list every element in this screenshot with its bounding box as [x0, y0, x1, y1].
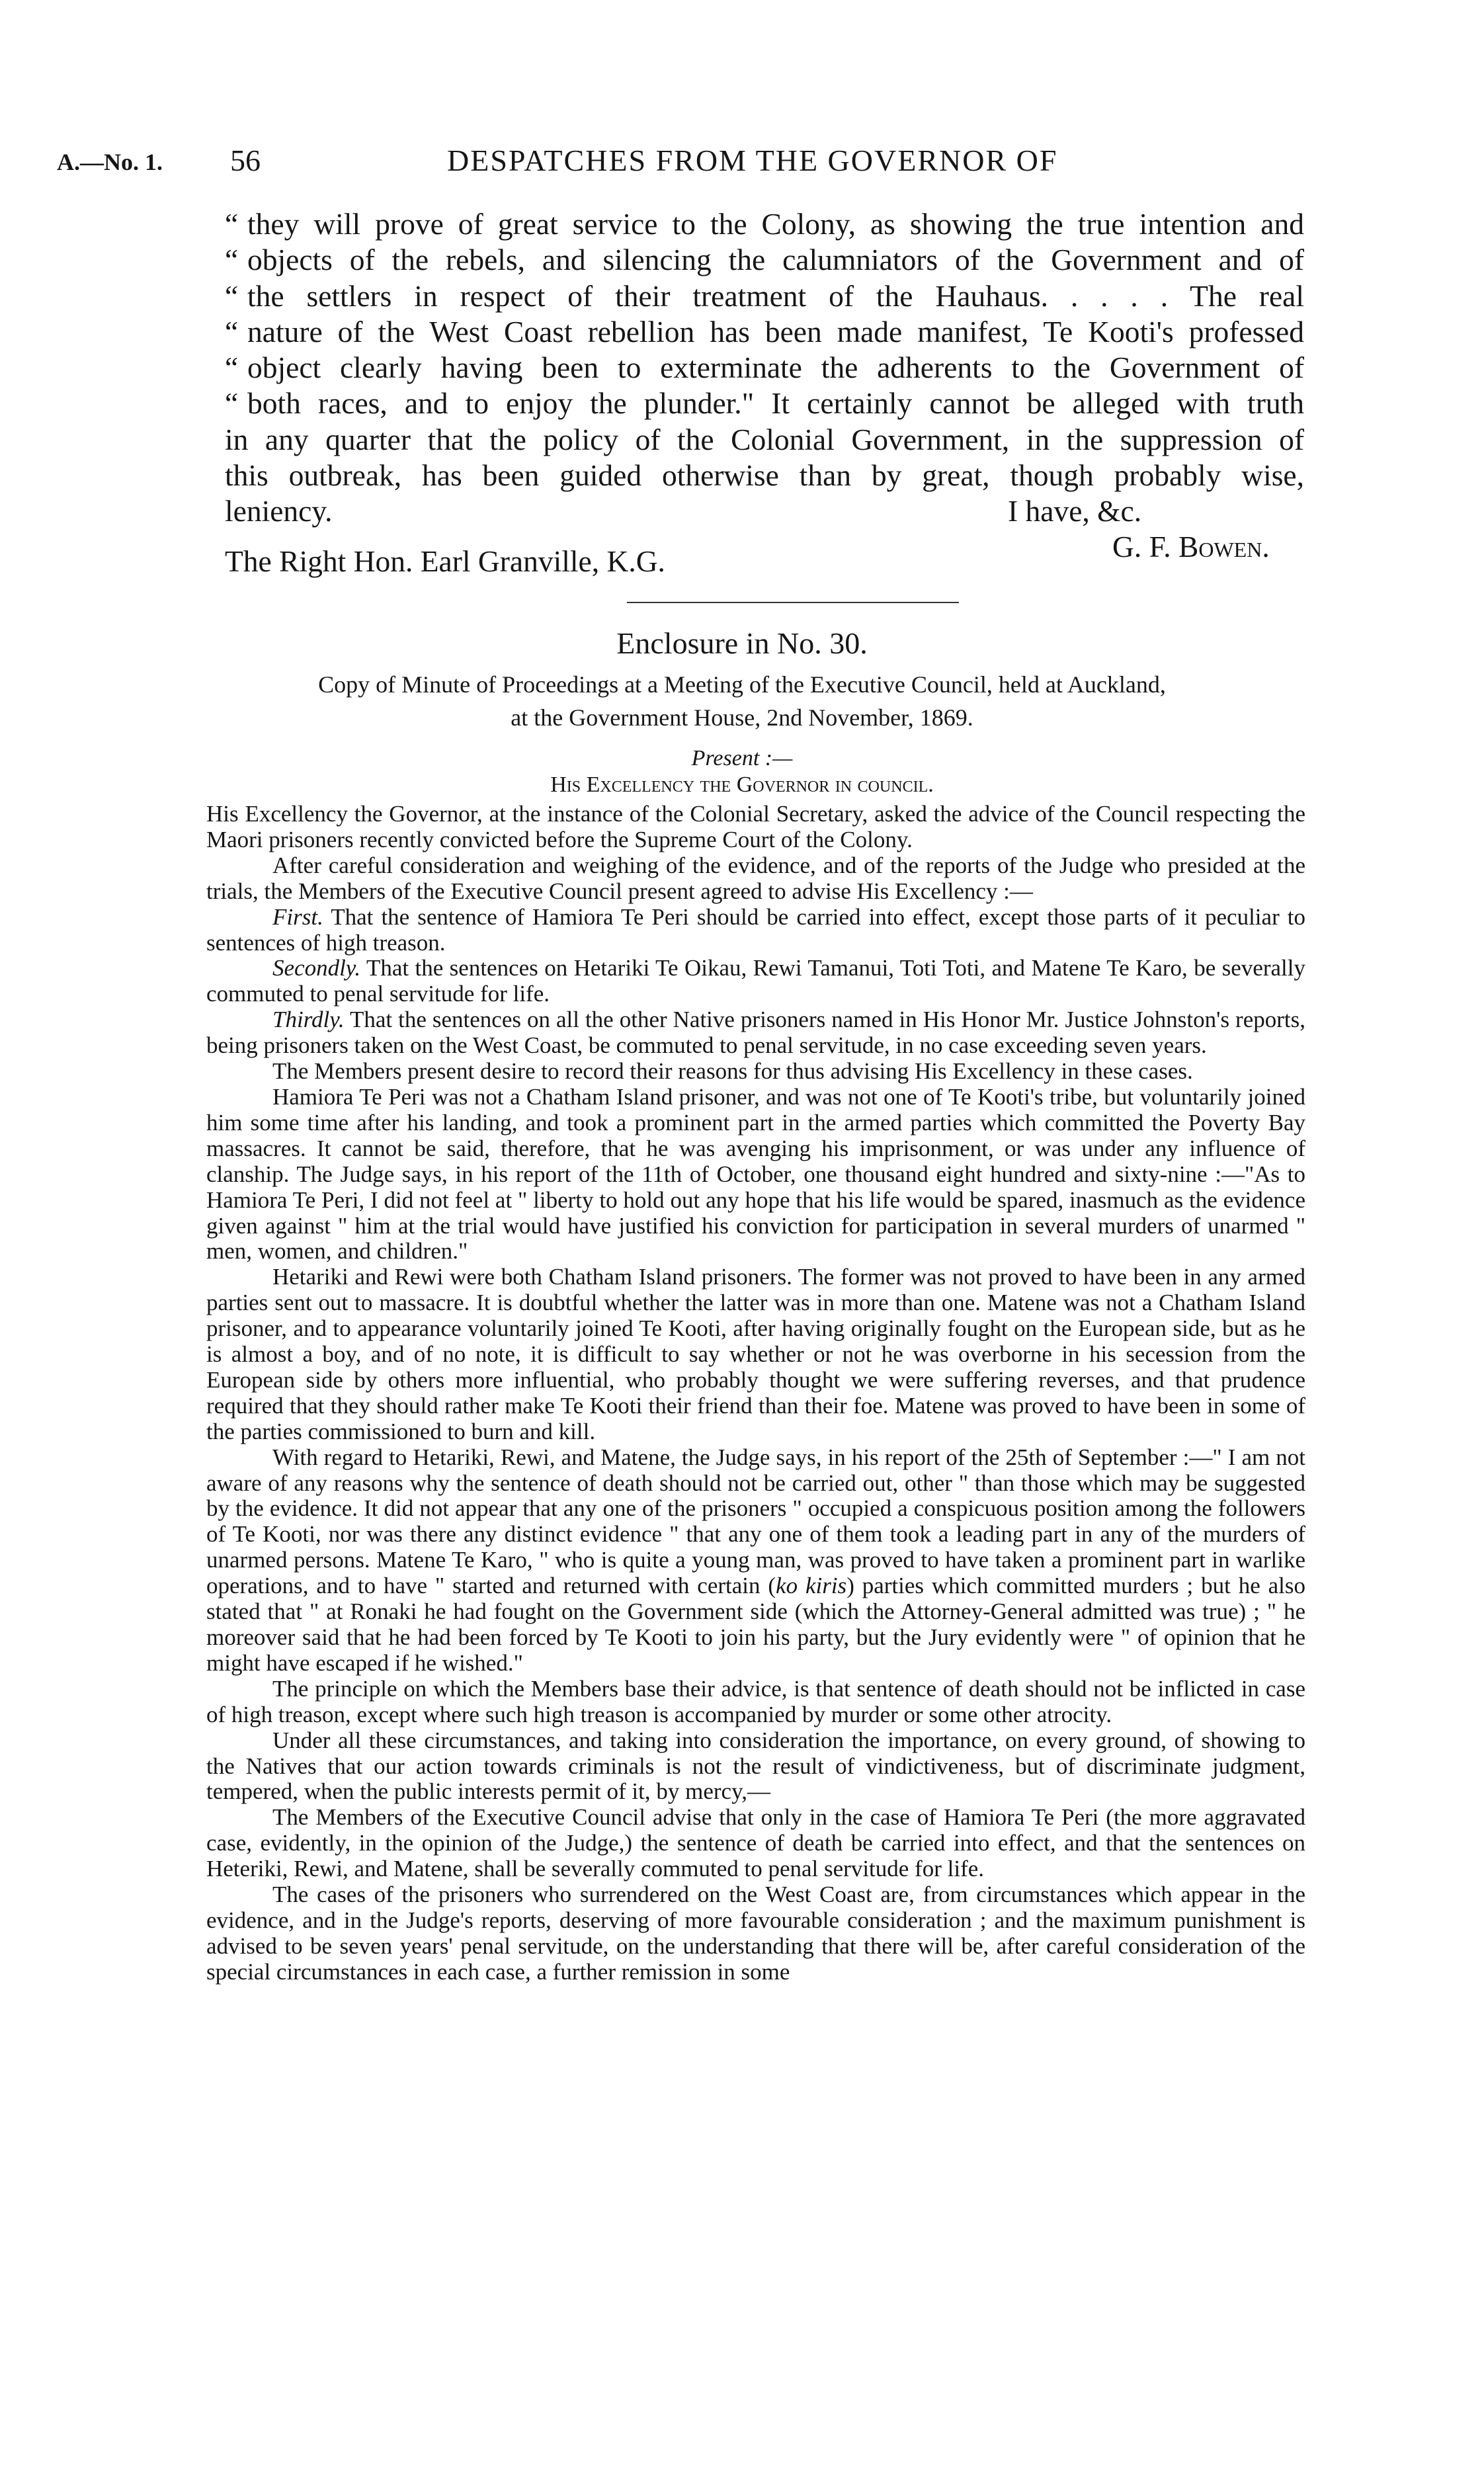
council-attendance: His Excellency the Governor in council. — [550, 772, 934, 797]
section-divider — [627, 602, 959, 603]
paragraph: With regard to Hetariki, Rewi, and Matene, the Judge says, in his report of the 25th of September :—" I am not aware of any reasons why the sentence of death should not be carried out, other " than those which may be suggested by the evidence. It did not appear that any one of the prisoners " occupied a conspicuous position among the followers of Te Kooti, nor was there any distinct evidence " that any one of them took a leading part in any of the murders of unarmed persons. Matene Te Karo, " who is quite a young man, was proved to have taken a prominent part in warlike operations, and to have " started and returned with certain (ko kiris) parties which committed murders ; but he also stated that " at Ronaki he had fought on the Government side (which the Attorney-General admitted was true) ; " he moreover said that he had been forced by Te Kooti to join his party, but the Jury evidently were " of opinion that he might have escaped if he wished." — [206, 1444, 1305, 1676]
sign-off-row — [225, 493, 1304, 529]
running-title: DESPATCHES FROM THE GOVERNOR OF — [447, 144, 1058, 177]
paragraph: Hetariki and Rewi were both Chatham Island prisoners. The former was not proved to have been in any armed parties sent out to massacre. It is doubtful whether the latter was in more than one. Matene was not a Chatham Island prisoner, and to appearance voluntarily joined Te Kooti, after having originally fought on the European side, but as he is almost a boy, and of no note, it is difficult to say whether or not he was overborne in his secession from the European side by others more influential, who probably thought we were suffering reverses, and that prudence required that they should rather make Te Kooti their friend than their foe. Matene was proved to have been in some of the parties commissioned to burn and kill. — [206, 1264, 1305, 1444]
closing-line: this outbreak, has been guided otherwise than by great, though probably wise, — [225, 458, 1304, 493]
paragraph: The Members present desire to record their reasons for thus advising His Excellency in these cases. — [272, 1058, 1193, 1085]
enclosure-title: Enclosure in No. 30. — [616, 626, 868, 660]
signature: G. F. Bowen. — [1112, 530, 1270, 564]
minute-body — [206, 802, 1305, 1985]
despatch-closing — [225, 206, 1304, 565]
quoted-line: “ they will prove of great service to the Colony, as showing the true intention and — [225, 207, 1304, 241]
page-number: 56 — [230, 144, 261, 177]
addressee: The Right Hon. Earl Granville, K.G. — [225, 544, 665, 578]
paragraph: Secondly. That the sentences on Hetariki Te Oikau, Rewi Tamanui, Toti Toti, and Matene Te Karo, be severally commuted to penal servitude for life. — [206, 955, 1305, 1007]
quoted-line: “ objects of the rebels, and silencing the calumniators of the Government and of — [225, 243, 1304, 277]
quoted-line: “ the settlers in respect of their treatment of the Hauhaus. . . . . The real — [225, 278, 1304, 313]
enclosure-subtitle-line: Copy of Minute of Proceedings at a Meeting of the Executive Council, held at Auckland, — [318, 671, 1166, 698]
paragraph: The cases of the prisoners who surrendered on the West Coast are, from circumstances which appear in the evidence, and in the Judge's reports, deserving of more favourable consideration ; and the maximum punishment is advised to be seven years' penal servitude, on the understanding that there will be, after careful consideration of the special circumstances in each case, a further remission in some — [206, 1882, 1305, 1985]
sign-off: I have, &c. — [1008, 494, 1142, 528]
paragraph: The principle on which the Members base their advice, is that sentence of death should not be inflicted in case of high treason, except where such high treason is accompanied by murder or some other atrocity. — [206, 1675, 1305, 1727]
paragraph: Under all these circumstances, and taking into consideration the importance, on every ground, of showing to the Natives that our action towards criminals is not the result of vindictiveness, but of discriminate judgment, tempered, when the public interests permit of it, by mercy,— — [206, 1727, 1305, 1805]
paragraph: His Excellency the Governor, at the instance of the Colonial Secretary, asked the advice of the Council respecting the Maori prisoners recently convicted before the Supreme Court of the Colony. — [206, 801, 1305, 852]
paragraph-label: Thirdly. — [272, 1007, 345, 1033]
enclosure-subtitle-line: at the Government House, 2nd November, 1869. — [511, 704, 973, 731]
italic-term: ko kiris — [776, 1573, 847, 1599]
quoted-line: “ both races, and to enjoy the plunder." It certainly cannot be alleged with truth — [225, 386, 1304, 421]
page-reference: A.—No. 1. — [57, 149, 163, 175]
paragraph: Thirdly. That the sentences on all the other Native prisoners named in His Honor Mr. Justice Johnston's reports, being prisoners taken on the West Coast, be commuted to penal servitude, in no case exceeding seven years. — [206, 1007, 1305, 1059]
closing-last-line: leniency. — [225, 494, 333, 528]
quoted-line: “ nature of the West Coast rebellion has been made manifest, Te Kooti's professed — [225, 314, 1304, 349]
paragraph: First. That the sentence of Hamiora Te Peri should be carried into effect, except those parts of it peculiar to sentences of high treason. — [206, 903, 1306, 956]
paragraph: The Members of the Executive Council advise that only in the case of Hamiora Te Peri (the more aggravated case, evidently, in the opinion of the Judge,) the sentence of death be carried into effect, and that the sentences on Heteriki, Rewi, and Matene, shall be severally commuted to penal servitude for life. — [206, 1804, 1305, 1882]
paragraph: After careful consideration and weighing of the evidence, and of the reports of the Judge who presided at the trials, the Members of the Executive Council present agreed to advise His Excellency :— — [206, 852, 1305, 904]
paragraph-label: First. — [272, 903, 323, 930]
paragraph: Hamiora Te Peri was not a Chatham Island prisoner, and was not one of Te Kooti's tribe, but voluntarily joined him some time after his landing, and took a prominent part in the armed parties which committed the Poverty Bay massacres. It cannot be said, therefore, that he was avenging his imprisonment, or was under any influence of clanship. The Judge says, in his report of the 11th of October, one thousand eight hundred and sixty-nine :—"As to Hamiora Te Peri, I did not feel at " liberty to hold out any hope that his life would be spared, inasmuch as the evidence given against " him at the trial would have justified his conviction for participation in several murders of unarmed " men, women, and children." — [206, 1083, 1305, 1264]
quoted-line: “ object clearly having been to exterminate the adherents to the Government of — [225, 351, 1304, 385]
present-label: Present :— — [691, 746, 793, 770]
paragraph-label: Secondly. — [272, 955, 361, 981]
page-header — [57, 142, 1300, 181]
closing-line: in any quarter that the policy of the Colonial Government, in the suppression of — [225, 422, 1304, 456]
enclosure-subtitle — [0, 668, 1484, 734]
